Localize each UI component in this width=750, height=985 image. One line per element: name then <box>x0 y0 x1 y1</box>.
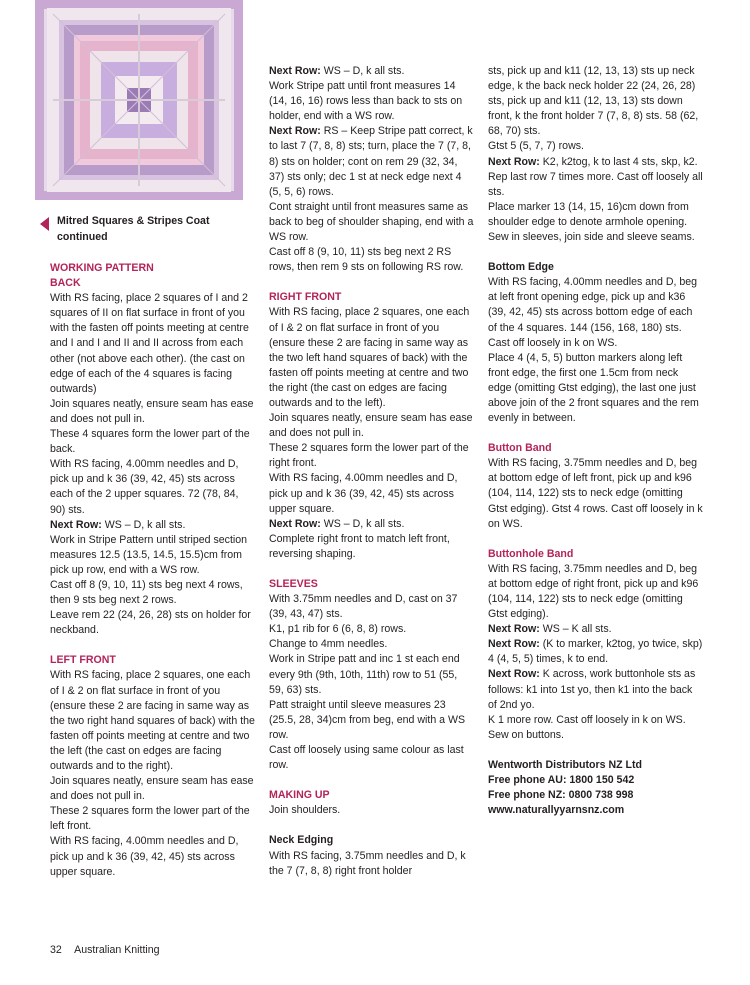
paragraph: Gtst 5 (5, 7, 7) rows. <box>488 140 584 153</box>
knitted-squares-image <box>35 0 243 200</box>
publication-name: Australian Knitting <box>74 944 160 956</box>
column-3 <box>488 64 703 818</box>
paragraph: Leave rem 22 (24, 26, 28) sts on holder for neckband. <box>50 609 251 637</box>
paragraph: K1, p1 rib for 6 (6, 8, 8) rows. <box>269 623 407 636</box>
knitting-photo <box>35 0 243 200</box>
bottom-edge-heading: Bottom Edge <box>488 261 554 274</box>
paragraph: Change to 4mm needles. <box>269 638 388 651</box>
paragraph: sts, pick up and k11 (12, 13, 13) sts up neck edge, k the back neck holder 22 (24, 26, 28) sts, pick up and k11 (12, 13, 13) sts down front, k the front holder 7 (7, 8, 8) sts. 58 (62, 68, 70) sts. <box>488 65 699 138</box>
paragraph: Join squares neatly, ensure seam has ease and does not pull in. <box>50 775 254 803</box>
paragraph: Cont straight until front measures same as back to beg of shoulder shaping, end with a WS row. <box>269 200 474 244</box>
paragraph: With RS facing, 3.75mm needles and D, k the 7 (7, 8, 8) right front holder <box>269 849 466 877</box>
paragraph: Join squares neatly, ensure seam has ease and does not pull in. <box>50 397 254 425</box>
paragraph: With RS facing, 3.75mm needles and D, beg at bottom edge of left front, pick up and k96 (104, 114, 122) sts to neck edge (omitting Gtst edging). Gtst 4 rows. Cast off loosely in k on WS. <box>488 457 703 530</box>
next-row-instruction: Next Row: WS – K all sts. <box>488 623 612 636</box>
continuation-title-text: Mitred Squares & Stripes Coat continued <box>57 215 210 243</box>
paragraph: With RS facing, 3.75mm needles and D, beg at bottom edge of right front, pick up and k96 (104, 114, 122) sts to neck edge (omitting Gtst edging). <box>488 562 699 621</box>
next-row-instruction: Next Row: K across, work buttonhole sts as follows: k1 into 1st yo, then k1 into the back of 2nd yo. <box>488 668 696 711</box>
paragraph: With 3.75mm needles and D, cast on 37 (39, 43, 47) sts. <box>269 593 458 621</box>
paragraph: These 4 squares form the lower part of the back. <box>50 428 250 456</box>
paragraph: With RS facing, 4.00mm needles and D, pick up and k 36 (39, 42, 45) sts across upper square. <box>50 835 239 878</box>
next-row-instruction: Next Row: (K to marker, k2tog, yo twice, skp) 4 (4, 5, 5) times, k to end. <box>488 638 703 666</box>
paragraph: With RS facing, place 2 squares, one each of I & 2 on flat surface in front of you (ensure these 2 are facing in same way as the two left hand squares of back) with the fasten off points meeting at centre and two the right (the cast on edges are facing outwards and to the left). <box>269 306 470 409</box>
paragraph: With RS facing, place 2 squares, one each of I & 2 on flat surface in front of you (ensure these 2 are facing in same way as the two right hand squares of back) with the fasten off points meeting at centre and two the left (the cast on edges are facing outwards and to the right). <box>50 669 255 772</box>
paragraph: Cast off 8 (9, 10, 11) sts beg next 4 rows, then 9 sts beg next 2 rows. <box>50 578 243 607</box>
paragraph: Sew on buttons. <box>488 728 564 741</box>
continuation-title <box>40 214 255 245</box>
working-pattern-heading: WORKING PATTERN <box>50 262 154 274</box>
button-band-heading: Button Band <box>488 442 552 455</box>
contact-website[interactable]: www.naturallyyarnsnz.com <box>488 804 625 817</box>
paragraph: With RS facing, 4.00mm needles and D, pick up and k 36 (39, 42, 45) sts across each of the 2 upper squares. 72 (78, 84, 90) sts. <box>50 458 239 516</box>
next-row-instruction: Next Row: K2, k2tog, k to last 4 sts, skp, k2. <box>488 155 698 168</box>
neck-edging-heading: Neck Edging <box>269 834 334 847</box>
next-row-instruction: Next Row: WS – D, k all sts. <box>269 65 405 77</box>
paragraph: Join squares neatly, ensure seam has ease and does not pull in. <box>269 412 473 440</box>
paragraph: Patt straight until sleeve measures 23 (25.5, 28, 34)cm from beg, end with a WS row. <box>269 698 466 741</box>
paragraph: With RS facing, 4.00mm needles and D, pick up and k 36 (39, 42, 45) sts across upper square. <box>269 472 458 515</box>
right-front-heading: RIGHT FRONT <box>269 291 342 304</box>
paragraph: Place marker 13 (14, 15, 16)cm down from shoulder edge to denote armhole opening. Sew in sleeves, join side and sleeve seams. <box>488 200 695 244</box>
paragraph: Cast off 8 (9, 10, 11) sts beg next 2 RS rows, then rem 9 sts on following RS row. <box>269 246 464 274</box>
paragraph: Complete right front to match left front, reversing shaping. <box>269 532 450 560</box>
contact-phone-au: Free phone AU: 1800 150 542 <box>488 774 635 787</box>
sleeves-heading: SLEEVES <box>269 578 318 590</box>
paragraph: Rep last row 7 times more. Cast off loosely all sts. <box>488 170 703 198</box>
paragraph: With RS facing, 4.00mm needles and D, beg at left front opening edge, pick up and k36 (39, 42, 45) sts across bottom edge of each of the 4 squares. 144 (156, 168, 180) sts. Cast off loosely in k on WS. <box>488 276 698 349</box>
paragraph: Work Stripe patt until front measures 14 (14, 16, 16) rows less than back to sts on holder, end with a WS row. <box>269 80 463 123</box>
next-row-instruction: Next Row: WS – D, k all sts. <box>269 517 405 530</box>
page-footer <box>50 943 160 958</box>
contact-phone-nz: Free phone NZ: 0800 738 998 <box>488 789 634 802</box>
paragraph: These 2 squares form the lower part of the left front. <box>50 805 250 833</box>
arrow-left-icon <box>40 217 49 231</box>
buttonhole-band-heading: Buttonhole Band <box>488 547 574 560</box>
next-row-instruction: Next Row: RS – Keep Stripe patt correct, k to last 7 (7, 8, 8) sts; turn, place the 7 (7, 8, 8) sts on holder; cont on rem 29 (32, 34, 37) sts only; dec 1 st at neck edge next 4 (5, 5, 6) rows. <box>269 125 473 198</box>
paragraph: K 1 more row. Cast off loosely in k on WS. <box>488 713 686 726</box>
paragraph: With RS facing, place 2 squares of I and 2 squares of II on flat surface in front of you with the fasten off points meeting at centre and I and I and II and II across from each other (not above each other). (the cast on edge of each of the 4 squares is facing outwards) <box>50 292 249 395</box>
page-number: 32 <box>50 944 62 956</box>
column-1 <box>50 261 255 880</box>
paragraph: Join shoulders. <box>269 804 341 817</box>
contact-name: Wentworth Distributors NZ Ltd <box>488 758 642 771</box>
making-up-heading: MAKING UP <box>269 789 330 802</box>
back-heading: BACK <box>50 277 81 290</box>
next-row-instruction: Next Row: WS – D, k all sts. <box>50 518 186 531</box>
paragraph: Place 4 (4, 5, 5) button markers along left front edge, the first one 1.5cm from neck edge (omitting Gtst edging), the last one just above join of the 2 front squares and the rem evenly in between. <box>488 351 699 425</box>
paragraph: Work in Stripe patt and inc 1 st each end every 9th (9th, 10th, 11th) row to 51 (55, 59, 63) sts. <box>269 653 460 696</box>
paragraph: Work in Stripe Pattern until striped section measures 12.5 (13.5, 14.5, 15.5)cm from pick up row, end with a WS row. <box>50 533 248 576</box>
column-2 <box>269 64 474 879</box>
paragraph: Cast off loosely using same colour as last row. <box>269 744 464 772</box>
left-front-heading: LEFT FRONT <box>50 654 116 667</box>
paragraph: These 2 squares form the lower part of the right front. <box>269 442 469 470</box>
